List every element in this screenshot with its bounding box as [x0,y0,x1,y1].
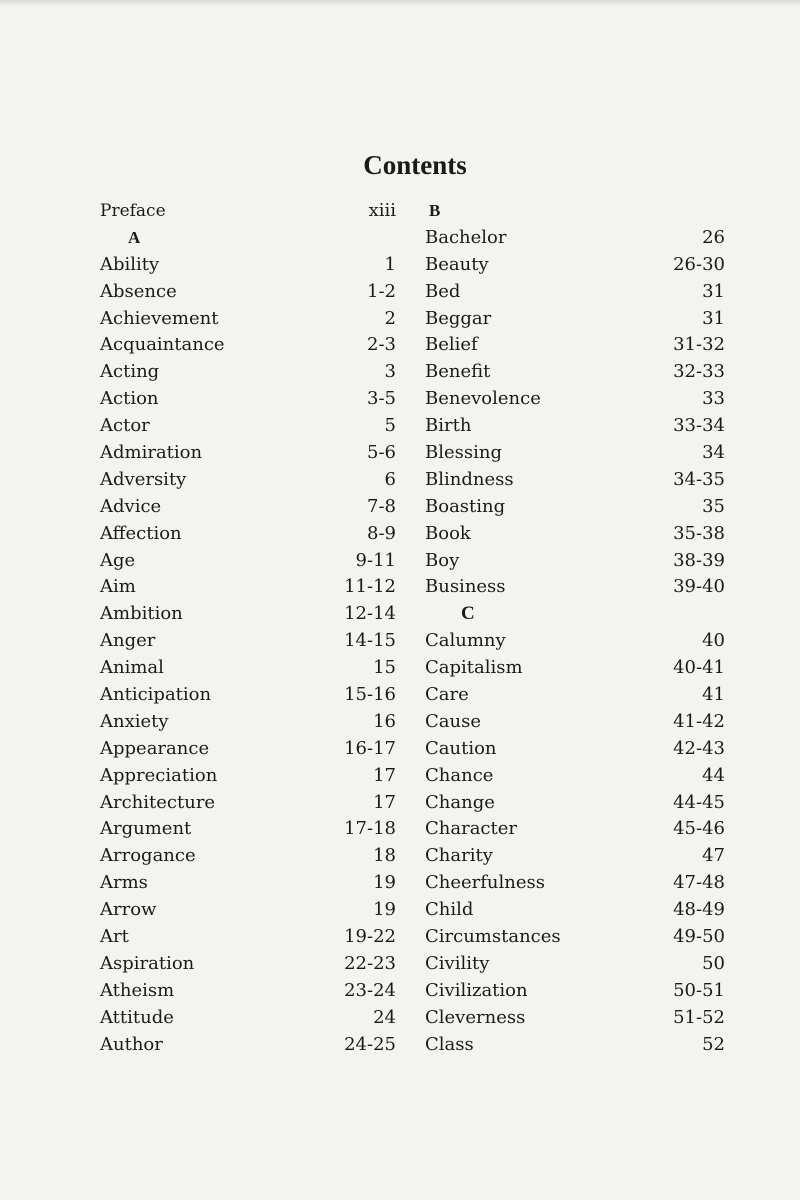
entry-term: Art [100,926,129,948]
entry-term: Animal [100,657,164,679]
toc-entry [425,494,725,521]
entry-term: Benefit [425,361,491,383]
entry-pages: 19 [373,899,396,921]
toc-entry [100,440,396,467]
entry-pages: 31-32 [673,334,725,356]
toc-entry [425,1005,725,1032]
entry-term: Arrow [100,899,157,921]
toc-entry [100,978,396,1005]
entry-pages: 51-52 [673,1006,725,1028]
entry-pages: 9-11 [355,549,396,571]
entry-pages: 44 [702,764,725,786]
entry-term: Birth [425,415,472,437]
toc-entry [425,440,725,467]
entry-term: Beauty [425,253,489,275]
entry-pages: 24-25 [344,1033,396,1055]
entry-term: Author [100,1033,163,1055]
entry-pages: 6 [384,468,396,490]
entry-term: Class [425,1033,474,1055]
entry-term: Advice [100,495,162,517]
toc-entry [100,306,396,333]
page-title: Contents [363,150,467,180]
toc-entry [100,601,396,628]
page-top-edge [0,0,800,6]
entry-pages: 44-45 [673,791,725,813]
entry-term: Cause [425,710,481,732]
entry-pages: 7-8 [367,495,396,517]
entry-term: Attitude [100,1006,174,1028]
entry-pages: 35 [702,495,725,517]
entry-term: Atheism [100,979,175,1001]
toc-entry [425,252,725,279]
toc-entry [100,763,396,790]
entry-term: Arms [100,872,148,894]
entry-term: Change [425,791,495,813]
entry-term: Acquaintance [100,334,225,356]
entry-term: Cleverness [425,1006,526,1028]
toc-entry [425,736,725,763]
entry-pages: 40-41 [673,657,725,679]
entry-pages: 2 [384,307,396,329]
entry-pages: 47-48 [673,872,725,894]
toc-entry [425,359,725,386]
entry-term: Boasting [425,495,506,517]
entry-term: Argument [100,818,192,840]
entry-pages: 24 [373,1006,396,1028]
entry-term: Benevolence [425,388,541,410]
entry-term: Care [425,684,469,706]
toc-entry [425,521,725,548]
section-letter: A [128,227,141,247]
entry-term: Ambition [100,603,183,625]
entry-pages: 48-49 [673,899,725,921]
entry-pages: 50 [702,952,725,974]
entry-term: Aim [100,576,136,598]
entry-term: Beggar [425,307,492,329]
toc-entry [100,736,396,763]
entry-term: Action [100,388,159,410]
entry-pages: 11-12 [344,576,396,598]
toc-entry [100,252,396,279]
entry-term: Cheerfulness [425,872,546,894]
entry-pages: 35-38 [673,522,725,544]
toc-entry [425,682,725,709]
entry-pages: 15-16 [344,684,396,706]
entry-pages: 26-30 [673,253,725,275]
toc-entry [100,924,396,951]
toc-entry [100,816,396,843]
section-heading [425,198,725,225]
entry-pages: xiii [368,200,396,221]
entry-pages: 26 [702,226,725,248]
toc-entry [100,521,396,548]
entry-term: Acting [100,361,160,383]
entry-pages: 12-14 [344,603,396,625]
entry-pages: 2-3 [367,334,396,356]
entry-term: Blindness [425,468,514,490]
entry-pages: 31 [702,307,725,329]
entry-pages: 40 [702,630,725,652]
contents-right-column [425,198,725,1059]
entry-pages: 17-18 [344,818,396,840]
entry-pages: 8-9 [367,522,396,544]
toc-entry [425,816,725,843]
entry-term: Anticipation [100,684,212,706]
toc-entry [100,1005,396,1032]
toc-entry [425,332,725,359]
entry-pages: 19-22 [344,926,396,948]
entry-term: Business [425,576,506,598]
entry-pages: 42-43 [673,737,725,759]
toc-entry [100,682,396,709]
entry-pages: 34-35 [673,468,725,490]
toc-entry [425,897,725,924]
toc-entry [100,951,396,978]
entry-pages: 32-33 [673,361,725,383]
toc-entry [425,306,725,333]
entry-term: Admiration [100,442,203,464]
entry-term: Arrogance [100,845,196,867]
entry-term: Charity [425,845,493,867]
entry-pages: 52 [702,1033,725,1055]
entry-pages: 19 [373,872,396,894]
entry-pages: 18 [373,845,396,867]
entry-pages: 41 [702,684,725,706]
toc-entry [425,843,725,870]
toc-entry [100,897,396,924]
entry-pages: 22-23 [344,952,396,974]
entry-pages: 34 [702,442,725,464]
toc-entry [100,709,396,736]
toc-entry [100,574,396,601]
entry-term: Blessing [425,442,502,464]
entry-term: Absence [100,280,177,302]
entry-pages: 49-50 [673,926,725,948]
entry-term: Civilization [425,979,528,1001]
entry-term: Preface [100,201,166,221]
entry-term: Capitalism [425,657,523,679]
toc-entry [100,413,396,440]
toc-entry [100,628,396,655]
entry-pages: 1-2 [367,280,396,302]
entry-term: Appreciation [100,764,218,786]
entry-pages: 16 [373,710,396,732]
entry-term: Caution [425,737,497,759]
entry-term: Age [100,549,136,571]
preface-entry [100,198,396,225]
toc-entry [425,628,725,655]
entry-pages: 15 [373,657,396,679]
entry-term: Appearance [100,737,210,759]
entry-pages: 39-40 [673,576,725,598]
toc-entry [100,386,396,413]
entry-term: Actor [100,415,150,437]
toc-entry [425,870,725,897]
entry-pages: 3 [384,361,396,383]
entry-pages: 17 [373,764,396,786]
entry-term: Architecture [100,791,216,813]
entry-term: Aspiration [100,952,195,974]
entry-term: Book [425,522,471,544]
entry-pages: 47 [702,845,725,867]
toc-entry [425,386,725,413]
contents-left-column [100,198,396,1059]
entry-term: Circumstances [425,926,561,948]
toc-entry [425,1032,725,1059]
toc-entry [100,870,396,897]
entry-pages: 50-51 [673,979,725,1001]
toc-entry [100,359,396,386]
toc-entry [425,709,725,736]
entry-term: Affection [100,522,182,544]
toc-entry [100,790,396,817]
section-heading [100,225,396,252]
toc-entry [425,978,725,1005]
entry-pages: 33 [702,388,725,410]
entry-term: Calumny [425,630,506,652]
entry-pages: 41-42 [673,710,725,732]
entry-pages: 16-17 [344,737,396,759]
toc-entry [100,655,396,682]
entry-pages: 1 [384,253,396,275]
toc-entry [425,574,725,601]
entry-pages: 38-39 [673,549,725,571]
entry-pages: 5-6 [367,442,396,464]
toc-entry [100,843,396,870]
toc-entry [100,494,396,521]
entry-term: Child [425,899,474,921]
entry-term: Anxiety [100,710,169,732]
entry-term: Belief [425,334,478,356]
entry-term: Anger [100,630,156,652]
entry-term: Chance [425,764,494,786]
entry-term: Achievement [100,307,219,329]
toc-entry [100,1032,396,1059]
entry-pages: 3-5 [367,388,396,410]
entry-term: Boy [425,549,460,571]
entry-pages: 33-34 [673,415,725,437]
entry-pages: 31 [702,280,725,302]
entry-pages: 14-15 [344,630,396,652]
entry-term: Adversity [100,468,187,490]
section-letter: C [461,603,475,625]
toc-entry [425,763,725,790]
toc-entry [425,225,725,252]
toc-entry [425,924,725,951]
toc-entry [100,279,396,306]
section-heading [425,601,725,628]
toc-entry [425,655,725,682]
toc-entry [425,548,725,575]
entry-term: Character [425,818,518,840]
toc-entry [425,413,725,440]
entry-term: Ability [100,253,160,275]
entry-term: Civility [425,952,490,974]
toc-entry [100,548,396,575]
entry-pages: 45-46 [673,818,725,840]
toc-entry [100,332,396,359]
toc-entry [425,467,725,494]
toc-entry [425,790,725,817]
entry-pages: 23-24 [344,979,396,1001]
entry-term: Bed [425,280,461,302]
entry-pages: 17 [373,791,396,813]
section-letter: B [429,201,441,220]
toc-entry [425,279,725,306]
toc-entry [100,467,396,494]
entry-pages: 5 [384,415,396,437]
entry-term: Bachelor [425,226,507,248]
toc-entry [425,951,725,978]
